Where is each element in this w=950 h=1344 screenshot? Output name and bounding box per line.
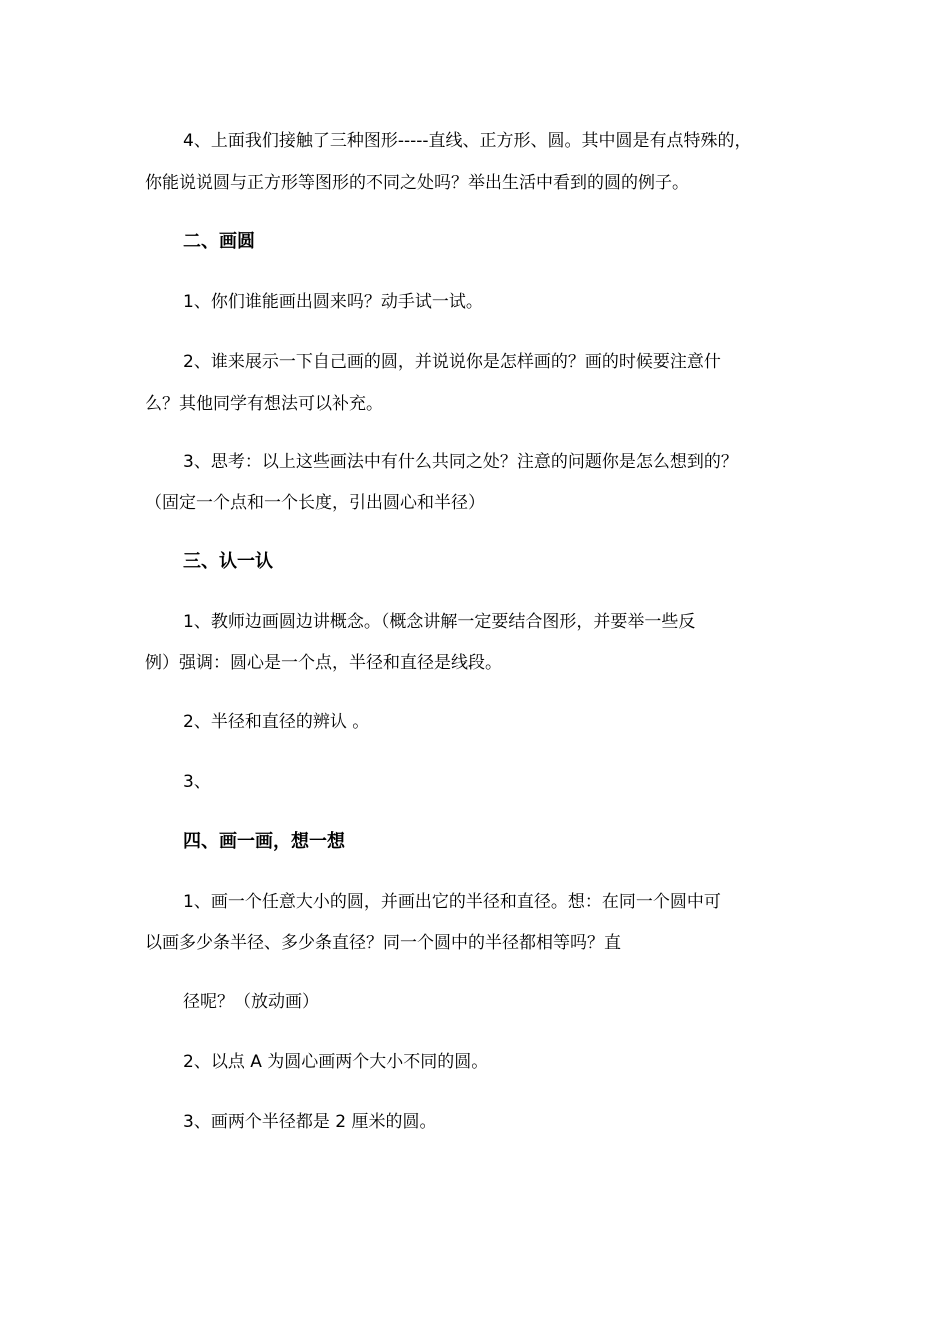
paragraph-4-line-1: 4、上面我们接触了三种图形-----直线、正方形、圆。其中圆是有点特殊的， bbox=[183, 131, 752, 151]
paragraph-draw-think-1-line-1: 1、画一个任意大小的圆，并画出它的半径和直径。想：在同一个圆中可 bbox=[183, 892, 721, 912]
paragraph-4-line-2: 你能说说圆与正方形等图形的不同之处吗？举出生活中看到的圆的例子。 bbox=[145, 173, 689, 193]
paragraph-draw-3-line-1: 3、思考：以上这些画法中有什么共同之处？注意的问题你是怎么想到的？ bbox=[183, 452, 738, 472]
paragraph-draw-think-2: 2、以点 A 为圆心画两个大小不同的圆。 bbox=[183, 1052, 489, 1072]
paragraph-draw-think-1-line-3: 径呢？（放动画） bbox=[183, 992, 319, 1012]
paragraph-draw-1: 1、你们谁能画出圆来吗？动手试一试。 bbox=[183, 292, 483, 312]
section-heading-draw-think: 四、画一画，想一想 bbox=[183, 831, 345, 852]
paragraph-recognize-2: 2、半径和直径的辨认 。 bbox=[183, 712, 370, 732]
section-heading-recognize: 三、认一认 bbox=[183, 551, 273, 572]
paragraph-recognize-1-line-1: 1、教师边画圆边讲概念。（概念讲解一定要结合图形，并要举一些反 bbox=[183, 612, 696, 632]
paragraph-recognize-1-line-2: 例）强调：圆心是一个点，半径和直径是线段。 bbox=[145, 653, 502, 673]
paragraph-draw-3-line-2: （固定一个点和一个长度，引出圆心和半径） bbox=[145, 493, 485, 513]
paragraph-draw-think-1-line-2: 以画多少条半径、多少条直径？同一个圆中的半径都相等吗？直 bbox=[145, 933, 621, 953]
paragraph-draw-2-line-1: 2、谁来展示一下自己画的圆，并说说你是怎样画的？画的时候要注意什 bbox=[183, 352, 721, 372]
paragraph-draw-2-line-2: 么？其他同学有想法可以补充。 bbox=[145, 394, 383, 414]
paragraph-recognize-3: 3、 bbox=[183, 772, 211, 792]
paragraph-draw-think-3: 3、画两个半径都是 2 厘米的圆。 bbox=[183, 1112, 437, 1132]
section-heading-draw-circle: 二、画圆 bbox=[183, 231, 255, 252]
